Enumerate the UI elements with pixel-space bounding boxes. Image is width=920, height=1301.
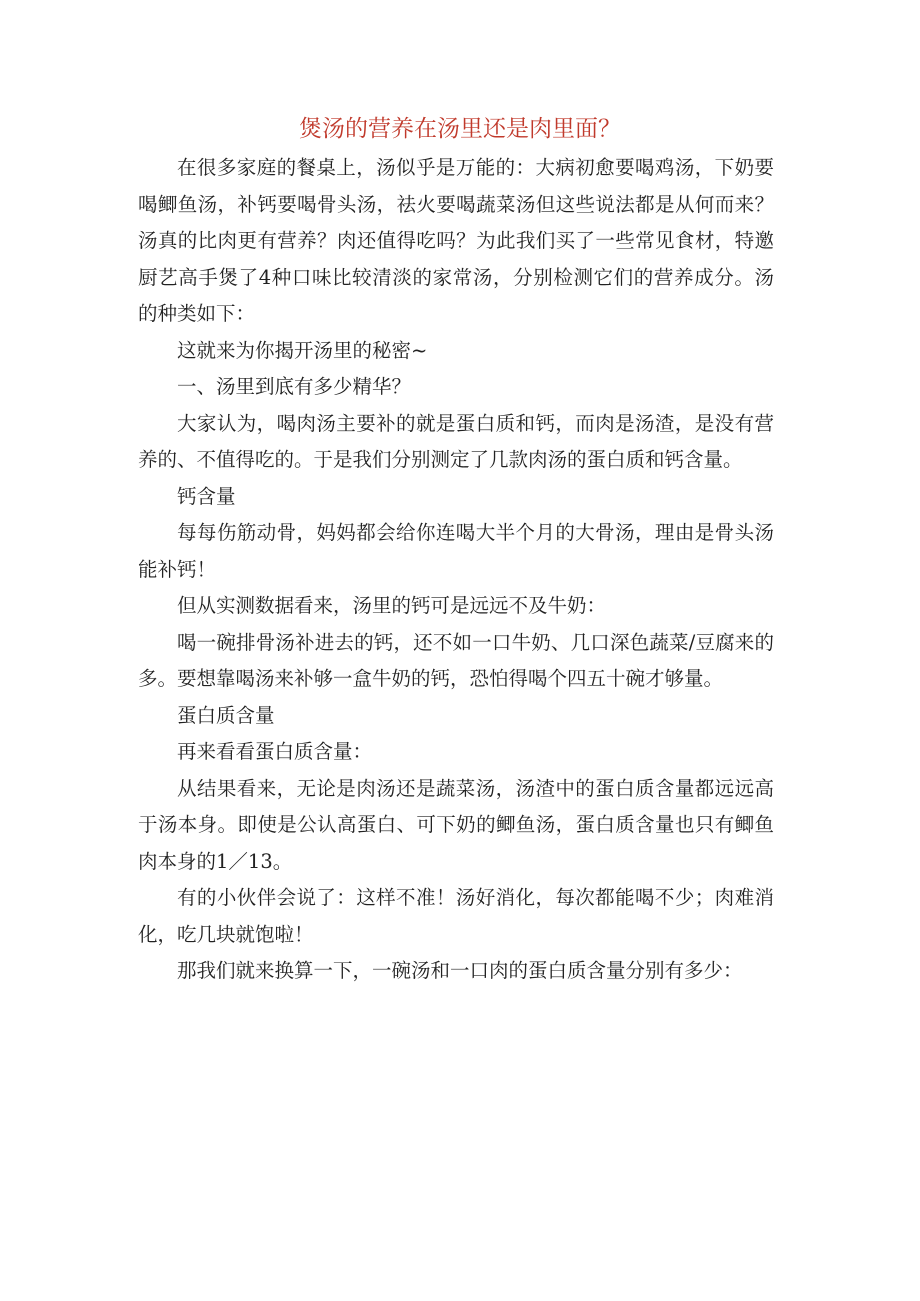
subheading-calcium: 钙含量 [177, 484, 236, 508]
paragraph-rib-soup: 喝一碗排骨汤补进去的钙，还不如一口牛奶、几口深色蔬菜/豆腐来的多。要想靠喝汤来补够一盒牛奶的钙，恐怕得喝个四五十碗才够量。 [138, 630, 774, 690]
paragraph-objection: 有的小伙伴会说了：这样不准！汤好消化，每次都能喝不少；肉难消化，吃几块就饱啦！ [138, 886, 774, 946]
paragraph-intro: 在很多家庭的餐桌上，汤似乎是万能的：大病初愈要喝鸡汤，下奶要喝鲫鱼汤，补钙要喝骨头汤，祛火要喝蔬菜汤但这些说法都是从何而来？汤真的比肉更有营养？肉还值得吃吗？为此我们买了一些常见食材，特邀厨艺高手煲了4种口味比较清淡的家常汤，分别检测它们的营养成分。汤的种类如下： [138, 156, 774, 325]
paragraph-bone-soup: 每每伤筋动骨，妈妈都会给你连喝大半个月的大骨汤，理由是骨头汤能补钙！ [138, 521, 774, 581]
paragraph-secret: 这就来为你揭开汤里的秘密~ [177, 338, 428, 362]
page-title: 煲汤的营养在汤里还是肉里面？ [299, 116, 621, 142]
article-body [138, 150, 774, 990]
paragraph-protein-look: 再来看看蛋白质含量： [177, 740, 373, 763]
paragraph-milk-compare: 但从实测数据看来，汤里的钙可是远远不及牛奶： [177, 594, 607, 617]
paragraph-common-belief: 大家认为，喝肉汤主要补的就是蛋白质和钙，而肉是汤渣，是没有营养的、不值得吃的。于是我们分别测定了几款肉汤的蛋白质和钙含量。 [138, 411, 774, 471]
subheading-protein: 蛋白质含量 [177, 703, 275, 727]
section-heading-essence: 一、汤里到底有多少精华？ [177, 375, 412, 398]
paragraph-conversion: 那我们就来换算一下，一碗汤和一口肉的蛋白质含量分别有多少： [177, 959, 743, 982]
paragraph-protein-result: 从结果看来，无论是肉汤还是蔬菜汤，汤渣中的蛋白质含量都远远高于汤本身。即使是公认高蛋白、可下奶的鲫鱼汤，蛋白质含量也只有鲫鱼肉本身的1／13。 [138, 776, 774, 873]
